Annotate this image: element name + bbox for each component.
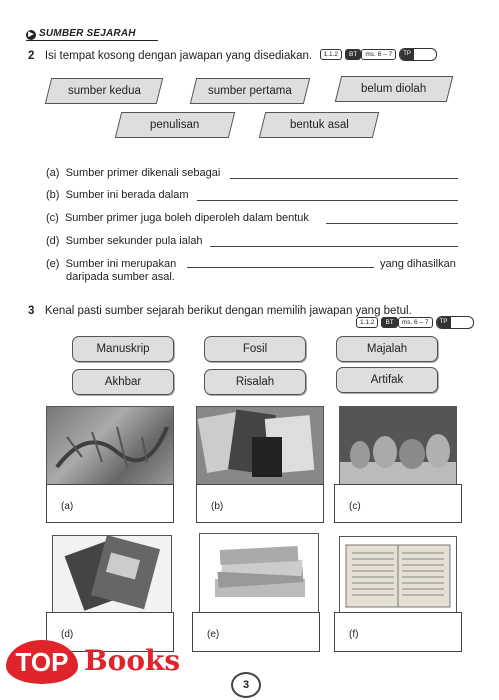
q2-ms-tag: ms. 6 – 7 — [361, 49, 396, 60]
q3-bt-tag: BT — [381, 317, 397, 328]
chip-bentuk-asal: bentuk asal — [259, 112, 379, 138]
pamphlet-photo — [52, 535, 172, 615]
header-underline — [26, 40, 158, 41]
q2-text: Isi tempat kosong dengan jawapan yang disediakan. — [44, 50, 313, 62]
q3-ms-tag: ms. 6 – 7 — [398, 317, 433, 328]
q2-number: 2 — [28, 50, 35, 62]
arrow-icon: ▶ — [26, 30, 36, 40]
chip-belum-diolah: belum diolah — [335, 76, 453, 102]
q2-tp-label: TP — [400, 49, 414, 60]
q2-item-e: (e) Sumber ini merupakan — [46, 258, 177, 270]
option-risalah: Risalah — [204, 369, 306, 395]
q2-tp-box — [399, 48, 437, 61]
answer-box-c[interactable]: (c) — [334, 484, 462, 523]
answer-box-a[interactable]: (a) — [46, 484, 174, 523]
newspapers-image — [200, 534, 318, 614]
option-majalah: Majalah — [336, 336, 438, 362]
watermark-books: Books — [84, 644, 181, 677]
q3-tp-box — [436, 316, 474, 329]
q3-number: 3 — [28, 305, 35, 317]
q3-standard-tag: 1.1.2 — [356, 317, 378, 328]
q2-item-e-after: yang dihasilkan — [380, 258, 456, 270]
magazines-photo — [196, 406, 324, 486]
option-fosil: Fosil — [204, 336, 306, 362]
artifacts-photo — [339, 406, 457, 486]
q2-heading — [28, 46, 437, 64]
manuscript-photo — [339, 536, 457, 615]
option-artifak: Artifak — [336, 367, 438, 393]
q2-item-d: (d) Sumber sekunder pula ialah — [46, 235, 203, 247]
option-manuskrip: Manuskrip — [72, 336, 174, 362]
chip-sumber-kedua: sumber kedua — [45, 78, 163, 104]
answer-box-e[interactable]: (e) — [192, 612, 320, 652]
answer-box-b[interactable]: (b) — [196, 484, 324, 523]
answer-box-f[interactable]: (f) — [334, 612, 462, 652]
fossil-photo — [46, 406, 174, 486]
fossil-image — [47, 407, 173, 485]
pamphlet-image — [53, 536, 171, 614]
answer-line-c[interactable] — [326, 223, 458, 224]
page-number: 3 — [231, 672, 261, 698]
q3-text: Kenal pasti sumber sejarah berikut dengan memilih jawapan yang betul. — [44, 305, 412, 317]
magazines-image — [197, 407, 323, 485]
answer-line-a[interactable] — [230, 178, 458, 179]
section-title: SUMBER SEJARAH — [39, 28, 136, 39]
answer-line-b[interactable] — [197, 200, 458, 201]
artifacts-image — [340, 407, 456, 485]
answer-line-e[interactable] — [187, 267, 374, 268]
chip-penulisan: penulisan — [115, 112, 235, 138]
q2-standard-tag: 1.1.2 — [320, 49, 342, 60]
q2-item-e-line2: daripada sumber asal. — [66, 271, 175, 283]
manuscript-image — [340, 537, 456, 614]
q3-tags — [356, 314, 474, 332]
q3-heading — [28, 301, 412, 319]
newspapers-photo — [199, 533, 319, 615]
section-header — [26, 28, 136, 40]
q3-tp-label: TP — [437, 317, 451, 328]
q2-item-c: (c) Sumber primer juga boleh diperoleh dalam bentuk — [46, 212, 309, 224]
q2-item-a: (a) Sumber primer dikenali sebagai — [46, 167, 221, 179]
answer-box-d[interactable]: (d) — [46, 612, 174, 652]
watermark-top-logo: TOP — [6, 640, 78, 684]
answer-line-d[interactable] — [210, 246, 458, 247]
q2-item-b: (b) Sumber ini berada dalam — [46, 189, 189, 201]
q2-bt-tag: BT — [345, 49, 361, 60]
chip-sumber-pertama: sumber pertama — [190, 78, 310, 104]
option-akhbar: Akhbar — [72, 369, 174, 395]
